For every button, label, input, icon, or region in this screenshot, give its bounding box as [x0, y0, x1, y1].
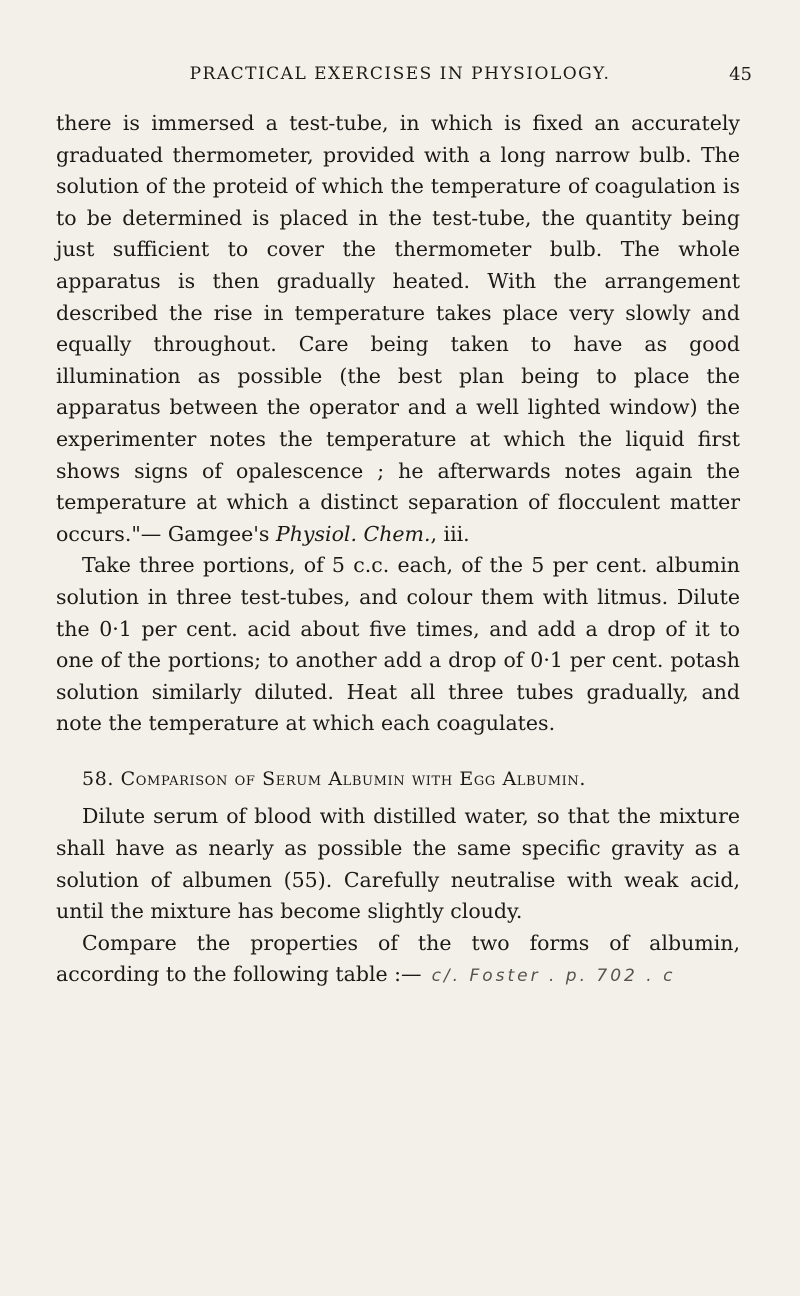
running-head: PRACTICAL EXERCISES IN PHYSIOLOGY. — [189, 64, 611, 84]
page-number: 45 — [729, 64, 752, 85]
paragraph-experiment: Take three portions, of 5 c.c. each, of the 5 per cent. albumin solution in three test-tubes, and colour them with litmus. Dilute the 0·1 per cent. acid about five times, and add a drop of it to one of the portions; to another add a drop of 0·1 per cent. potash solution similarly diluted. Heat all three tubes gradually, and note the temperature at which each coagulates. — [56, 553, 740, 736]
handwritten-annotation: c/. Foster . p. 702 . c — [431, 966, 676, 987]
paragraph-compare — [56, 928, 740, 993]
citation-author: Gamgee's — [167, 521, 276, 546]
paragraph-continued — [56, 108, 740, 550]
section-heading: 58. Comparison of Serum Albumin with Egg Albumin. — [82, 767, 586, 790]
page-header — [60, 64, 752, 94]
paragraph-dilute-serum: Dilute serum of blood with distilled water, so that the mixture shall have as nearly as possible the same specific gravity as a solution of albumen (55). Carefully neutralise with weak acid, until the mixture has become slightly cloudy. — [56, 804, 740, 924]
paragraph-text: there is immersed a test-tube, in which is fixed an accurately graduated thermometer, provided with a long narrow bulb. The solution of the proteid of which the temperature of coagulation is to be determined is placed in the test-tube, the quantity being just sufficient to cover the thermometer bulb. The whole apparatus is then gradually heated. With the arrangement described the rise in temperature takes place very slowly and equally throughout. Care being taken to have as good illumination as possible (the best plan being to place the apparatus between the operator and a well lighted window) the experimenter notes the temperature at which the liquid first shows signs of opalescence ; he afterwards notes again the temperature at which a distinct separation of flocculent matter occurs."— — [56, 111, 740, 546]
compare-text: Compare the properties of the two forms of albumin, according to the following table :— — [56, 930, 740, 987]
body-text — [56, 108, 740, 993]
citation-rest: , iii. — [430, 521, 470, 546]
citation-title: Physiol. Chem. — [275, 521, 431, 546]
